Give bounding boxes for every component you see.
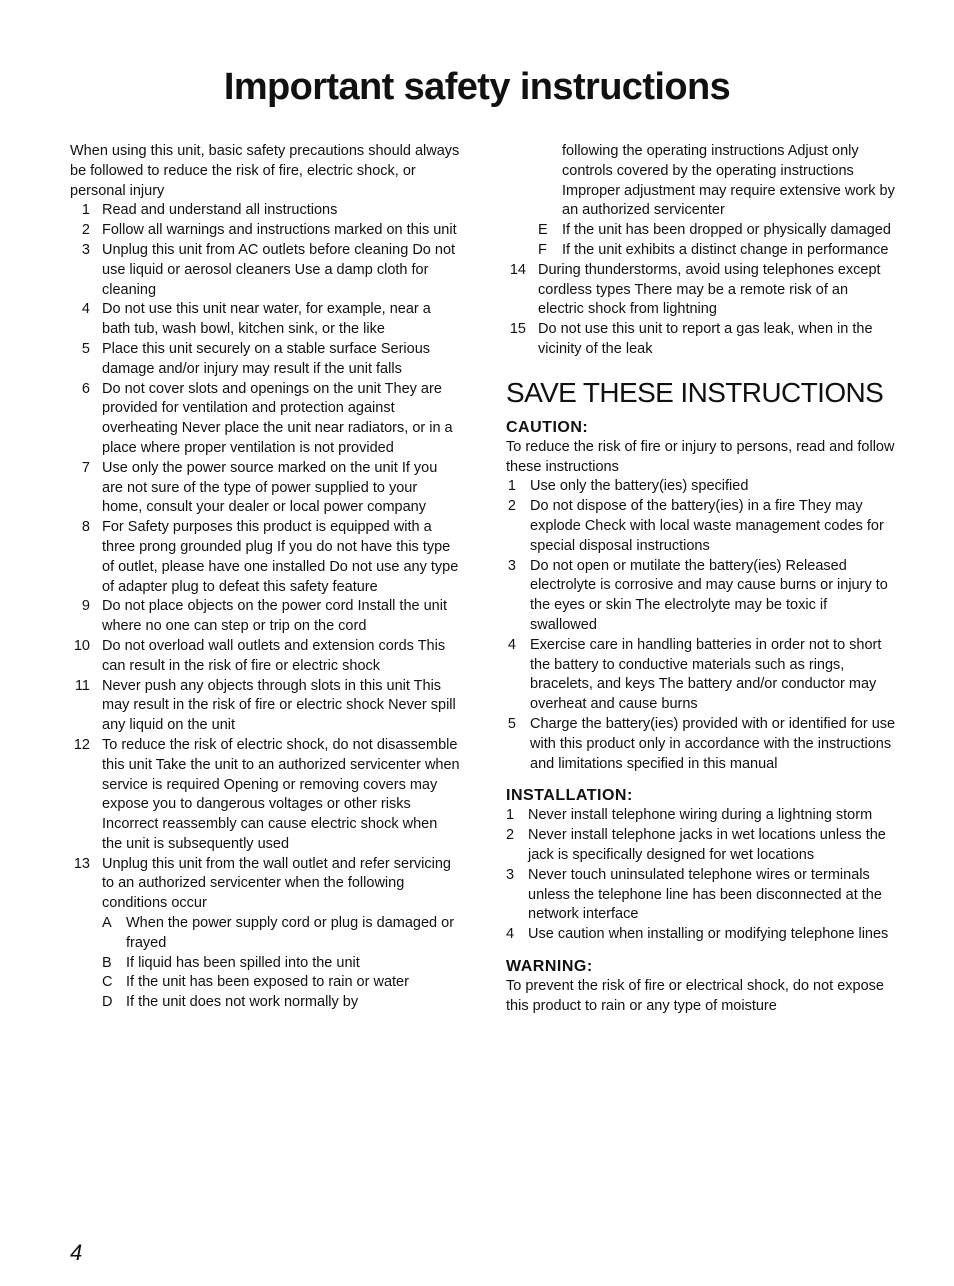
sub-item-text: If the unit exhibits a distinct change in performance <box>562 241 889 258</box>
list-item <box>70 340 460 380</box>
item-text: Exercise care in handling batteries in order not to short the battery to conductive materials such as rings, bracelets, and keys The battery and/or conductor may overheat and cause burns <box>530 636 882 713</box>
item-number: 2 <box>506 827 515 844</box>
item-number: 10 <box>73 637 90 654</box>
item-number: 7 <box>81 459 90 476</box>
list-item <box>506 826 896 866</box>
sub-item-text: When the power supply cord or plug is damaged or frayed <box>126 915 455 951</box>
item-number: 3 <box>507 557 516 574</box>
item-number: 11 <box>74 677 90 694</box>
page-title: Important safety instructions <box>223 66 731 108</box>
list-item <box>506 925 896 945</box>
warning-text: To prevent the risk of fire or electrical shock, do not expose this product to rain or any type of moisture <box>506 977 884 1014</box>
list-item <box>70 855 460 1013</box>
sub-list-item <box>538 221 896 241</box>
list-item <box>506 477 896 497</box>
sub-item-letter: F <box>538 241 547 258</box>
list-item <box>70 677 460 736</box>
item-text: Do not dispose of the battery(ies) in a fire They may explode Check with local waste management codes for special disposal instructions <box>530 498 884 554</box>
list-item <box>506 557 896 636</box>
item-text: Never install telephone wiring during a lightning storm <box>528 807 873 824</box>
sub-item-letter: C <box>102 974 113 991</box>
sub-item-text: If liquid has been spilled into the unit <box>126 954 360 971</box>
sub-list <box>506 221 896 261</box>
list-item <box>70 736 460 855</box>
list-item <box>506 261 896 320</box>
item-text: Unplug this unit from the wall outlet and refer servicing to an authorized servicenter when the following conditions occur <box>102 855 451 912</box>
list-item <box>70 201 460 221</box>
list-item <box>506 806 896 826</box>
item-text: Do not place objects on the power cord Install the unit where no one can step or trip on the cord <box>102 598 447 635</box>
sub-list-item <box>102 973 460 993</box>
item-number: 3 <box>81 241 90 258</box>
item-number: 9 <box>81 598 90 615</box>
sub-item-text: If the unit does not work normally by <box>126 994 359 1011</box>
sub-list-item <box>102 993 460 1013</box>
sub-item-text: If the unit has been exposed to rain or water <box>126 974 409 991</box>
list-item <box>70 459 460 518</box>
item-number: 5 <box>507 715 516 732</box>
item-text: Unplug this unit from AC outlets before cleaning Do not use liquid or aerosol cleaners Use a damp cloth for cleaning <box>102 241 456 298</box>
list-item <box>70 518 460 597</box>
list-item <box>506 866 896 925</box>
item-text: During thunderstorms, avoid using telephones except cordless types There may be a remote risk of an electric shock from lightning <box>538 261 881 318</box>
item-text: Place this unit securely on a stable surface Serious damage and/or injury may result if the unit falls <box>102 340 431 377</box>
item-text: Do not use this unit near water, for example, near a bath tub, wash bowl, kitchen sink, or the like <box>102 301 431 338</box>
item-number: 1 <box>81 202 90 219</box>
warning-heading: WARNING: <box>506 957 593 975</box>
item-text: For Safety purposes this product is equipped with a three prong grounded plug If you do not have this type of outlet, please have one installed Do not use any type of adapter plug to defeat this safety feature <box>102 519 459 595</box>
right-column <box>506 142 896 1016</box>
list-item <box>70 380 460 459</box>
item-text: Do not open or mutilate the battery(ies) Released electrolyte is corrosive and may cause burns or injury to the eyes or skin The electrolyte may be toxic if swallowed <box>530 557 888 633</box>
sub-list <box>102 914 460 1013</box>
save-instructions-heading: SAVE THESE INSTRUCTIONS <box>506 376 884 408</box>
sub-list-item <box>102 954 460 974</box>
caution-heading: CAUTION: <box>506 418 589 436</box>
page-number: 4 <box>70 1240 83 1265</box>
sub-item-letter: D <box>102 994 113 1011</box>
item-text: Use only the power source marked on the unit If you are not sure of the type of power supplied to your home, consult your dealer or local power company <box>102 459 438 516</box>
list-item <box>506 320 896 360</box>
item-text: Do not use this unit to report a gas leak, when in the vicinity of the leak <box>538 321 873 357</box>
caution-intro: To reduce the risk of fire or injury to persons, read and follow these instructions <box>506 438 895 475</box>
left-column <box>70 142 460 1013</box>
item-number: 8 <box>81 519 90 536</box>
safety-list-continued <box>506 261 896 360</box>
item-number: 2 <box>81 222 90 239</box>
item-text: Do not overload wall outlets and extension cords This can result in the risk of fire or electric shock <box>102 637 446 674</box>
item-number: 1 <box>506 807 515 824</box>
safety-list <box>70 201 460 1013</box>
item-number: 4 <box>81 301 90 318</box>
list-item <box>506 715 896 774</box>
list-item <box>70 221 460 241</box>
item-number: 4 <box>507 636 516 653</box>
item-text: Follow all warnings and instructions marked on this unit <box>102 222 457 239</box>
sub-item-letter: A <box>102 915 112 932</box>
item-number: 15 <box>509 321 526 338</box>
item-number: 3 <box>506 866 515 883</box>
item-number: 12 <box>73 736 90 753</box>
caution-list <box>506 477 896 774</box>
item-number: 13 <box>73 855 90 872</box>
installation-list <box>506 806 896 945</box>
item-number: 6 <box>81 380 90 397</box>
item-text: Never touch uninsulated telephone wires or terminals unless the telephone line has been disconnected at the network interface <box>528 866 882 923</box>
item-text: To reduce the risk of electric shock, do not disassemble this unit Take the unit to an authorized servicenter when service is required Opening or removing covers may expose you to dangerous voltages or other risks Incorrect reassembly can cause electric shock when the unit is subsequently used <box>102 736 460 852</box>
item-number: 5 <box>81 340 90 357</box>
item-text: Use caution when installing or modifying telephone lines <box>528 926 889 943</box>
item-text: Never install telephone jacks in wet locations unless the jack is specifically designed for wet locations <box>528 827 886 863</box>
list-item <box>70 300 460 340</box>
sub-list-item <box>538 241 896 261</box>
item-text: Never push any objects through slots in this unit This may result in the risk of fire or electric shock Never spill any liquid on the unit <box>102 677 456 734</box>
list-item <box>70 597 460 637</box>
sub-item-letter: B <box>102 954 112 971</box>
item-text: Do not cover slots and openings on the unit They are provided for ventilation and protection against overheating Never place the unit near radiators, or in a place where proper ventilation is not provided <box>102 380 453 456</box>
sub-item-letter: E <box>538 222 548 239</box>
item-number: 4 <box>506 926 515 943</box>
list-item <box>506 497 896 556</box>
list-item <box>506 636 896 715</box>
item-text: Charge the battery(ies) provided with or identified for use with this product only in accordance with the instructions and limitations specified in this manual <box>530 715 896 772</box>
intro-paragraph: When using this unit, basic safety precautions should always be followed to reduce the risk of fire, electric shock, or personal injury <box>70 143 460 199</box>
item-number: 14 <box>509 261 526 278</box>
list-item <box>70 241 460 300</box>
item-text: Read and understand all instructions <box>102 202 338 219</box>
item-number: 2 <box>507 498 516 515</box>
item-text: Use only the battery(ies) specified <box>530 478 749 495</box>
item-number: 1 <box>507 478 516 495</box>
continuation-text: following the operating instructions Adjust only controls covered by the operating instructions Improper adjustment may require extensive work by an authorized servicenter <box>562 143 895 219</box>
sub-list-item <box>102 914 460 954</box>
list-item <box>70 637 460 677</box>
sub-item-text: If the unit has been dropped or physically damaged <box>562 222 891 239</box>
installation-heading: INSTALLATION: <box>506 787 633 805</box>
